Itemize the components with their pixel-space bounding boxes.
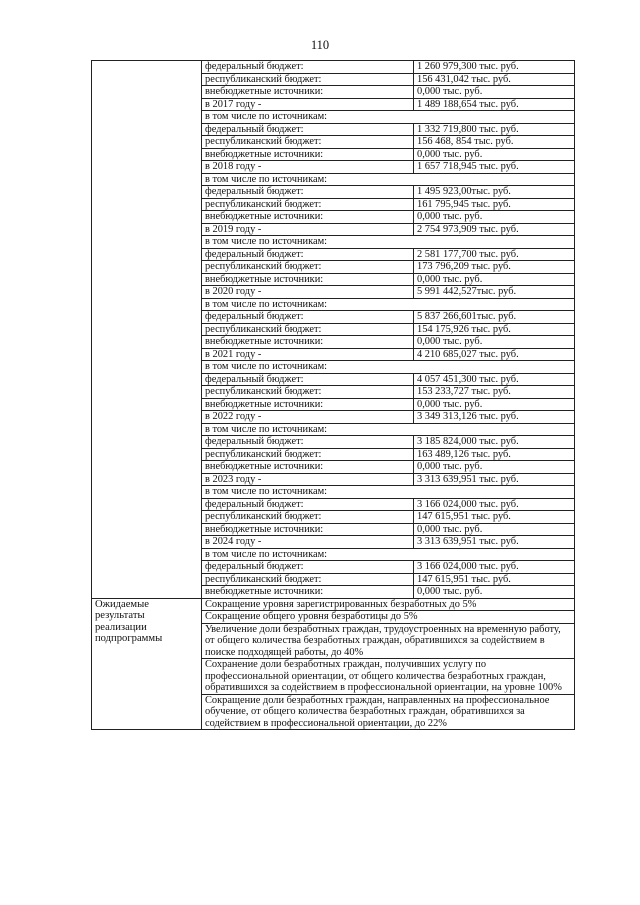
budget-label: республиканский бюджет: — [202, 73, 414, 86]
budget-label: республиканский бюджет: — [202, 573, 414, 586]
budget-value: 5 991 442,527тыс. руб. — [414, 286, 575, 299]
result-item: Сокращение общего уровня безработицы до 5% — [202, 611, 575, 624]
program-passport-table — [91, 60, 575, 730]
results-label: Ожидаемые результаты реализации подпрограммы — [92, 598, 202, 730]
budget-label: республиканский бюджет: — [202, 386, 414, 399]
budget-label: федеральный бюджет: — [202, 561, 414, 574]
budget-label: республиканский бюджет: — [202, 261, 414, 274]
budget-label: в 2023 году - — [202, 473, 414, 486]
budget-label: внебюджетные источники: — [202, 523, 414, 536]
budget-value: 1 260 979,300 тыс. руб. — [414, 61, 575, 74]
budget-value: 0,000 тыс. руб. — [414, 523, 575, 536]
result-item: Сохранение доли безработных граждан, получивших услугу по профессиональной ориентации, от общего количества безработных граждан, обратившихся за содействием в профессиональной ориентации, на уровне 100% — [202, 659, 575, 695]
budget-value: 1 332 719,800 тыс. руб. — [414, 123, 575, 136]
budget-label: в 2017 году - — [202, 98, 414, 111]
budget-label: республиканский бюджет: — [202, 511, 414, 524]
budget-value: 3 349 313,126 тыс. руб. — [414, 411, 575, 424]
budget-label: в 2024 году - — [202, 536, 414, 549]
budget-label: республиканский бюджет: — [202, 323, 414, 336]
budget-value: 173 796,209 тыс. руб. — [414, 261, 575, 274]
budget-value: 163 489,126 тыс. руб. — [414, 448, 575, 461]
budget-label: внебюджетные источники: — [202, 86, 414, 99]
budget-value: 3 185 824,000 тыс. руб. — [414, 436, 575, 449]
budget-value: 0,000 тыс. руб. — [414, 398, 575, 411]
budget-label: в том числе по источникам: — [202, 236, 575, 249]
funding-label-cell — [92, 61, 202, 599]
budget-label: федеральный бюджет: — [202, 248, 414, 261]
budget-value: 156 431,042 тыс. руб. — [414, 73, 575, 86]
budget-label: республиканский бюджет: — [202, 198, 414, 211]
result-row — [92, 598, 575, 611]
budget-label: в 2022 году - — [202, 411, 414, 424]
budget-value: 1 657 718,945 тыс. руб. — [414, 161, 575, 174]
budget-label: федеральный бюджет: — [202, 123, 414, 136]
budget-label: в том числе по источникам: — [202, 111, 575, 124]
budget-label: в 2018 году - — [202, 161, 414, 174]
budget-label: в том числе по источникам: — [202, 298, 575, 311]
budget-value: 0,000 тыс. руб. — [414, 273, 575, 286]
budget-label: внебюджетные источники: — [202, 398, 414, 411]
budget-label: внебюджетные источники: — [202, 273, 414, 286]
budget-value: 3 313 639,951 тыс. руб. — [414, 473, 575, 486]
budget-value: 3 313 639,951 тыс. руб. — [414, 536, 575, 549]
budget-value: 0,000 тыс. руб. — [414, 336, 575, 349]
budget-label: в том числе по источникам: — [202, 423, 575, 436]
budget-label: федеральный бюджет: — [202, 373, 414, 386]
budget-label: федеральный бюджет: — [202, 61, 414, 74]
budget-label: в том числе по источникам: — [202, 173, 575, 186]
budget-label: внебюджетные источники: — [202, 211, 414, 224]
budget-label: федеральный бюджет: — [202, 498, 414, 511]
budget-label: республиканский бюджет: — [202, 136, 414, 149]
budget-label: внебюджетные источники: — [202, 586, 414, 599]
budget-value: 161 795,945 тыс. руб. — [414, 198, 575, 211]
result-item: Сокращение доли безработных граждан, направленных на профессиональное обучение, от общего количества безработных граждан, обратившихся за содействием в профессиональной ориентации, до 22% — [202, 694, 575, 730]
budget-label: в том числе по источникам: — [202, 361, 575, 374]
budget-value: 0,000 тыс. руб. — [414, 148, 575, 161]
budget-value: 154 175,926 тыс. руб. — [414, 323, 575, 336]
budget-value: 147 615,951 тыс. руб. — [414, 573, 575, 586]
budget-value: 0,000 тыс. руб. — [414, 461, 575, 474]
budget-value: 0,000 тыс. руб. — [414, 86, 575, 99]
budget-label: внебюджетные источники: — [202, 461, 414, 474]
budget-label: в 2019 году - — [202, 223, 414, 236]
budget-value: 4 057 451,300 тыс. руб. — [414, 373, 575, 386]
budget-label: в том числе по источникам: — [202, 486, 575, 499]
budget-label: внебюджетные источники: — [202, 148, 414, 161]
budget-value: 2 581 177,700 тыс. руб. — [414, 248, 575, 261]
budget-label: в 2021 году - — [202, 348, 414, 361]
budget-value: 3 166 024,000 тыс. руб. — [414, 561, 575, 574]
budget-label: федеральный бюджет: — [202, 186, 414, 199]
budget-value: 0,000 тыс. руб. — [414, 586, 575, 599]
budget-label: федеральный бюджет: — [202, 436, 414, 449]
budget-value: 153 233,727 тыс. руб. — [414, 386, 575, 399]
budget-value: 1 489 188,654 тыс. руб. — [414, 98, 575, 111]
budget-label: республиканский бюджет: — [202, 448, 414, 461]
budget-label: федеральный бюджет: — [202, 311, 414, 324]
page-number: 110 — [310, 38, 330, 52]
budget-value: 156 468, 854 тыс. руб. — [414, 136, 575, 149]
budget-value: 5 837 266,601тыс. руб. — [414, 311, 575, 324]
budget-label: в том числе по источникам: — [202, 548, 575, 561]
budget-value: 1 495 923,00тыс. руб. — [414, 186, 575, 199]
result-item: Увеличение доли безработных граждан, трудоустроенных на временную работу, от общего количества безработных граждан, обратившихся за содействием в поиске подходящей работы, до 40% — [202, 623, 575, 659]
budget-label: в 2020 году - — [202, 286, 414, 299]
budget-value: 4 210 685,027 тыс. руб. — [414, 348, 575, 361]
budget-row — [92, 61, 575, 74]
budget-value: 3 166 024,000 тыс. руб. — [414, 498, 575, 511]
budget-value: 147 615,951 тыс. руб. — [414, 511, 575, 524]
result-item: Сокращение уровня зарегистрированных безработных до 5% — [202, 598, 575, 611]
budget-value: 2 754 973,909 тыс. руб. — [414, 223, 575, 236]
budget-value: 0,000 тыс. руб. — [414, 211, 575, 224]
budget-label: внебюджетные источники: — [202, 336, 414, 349]
